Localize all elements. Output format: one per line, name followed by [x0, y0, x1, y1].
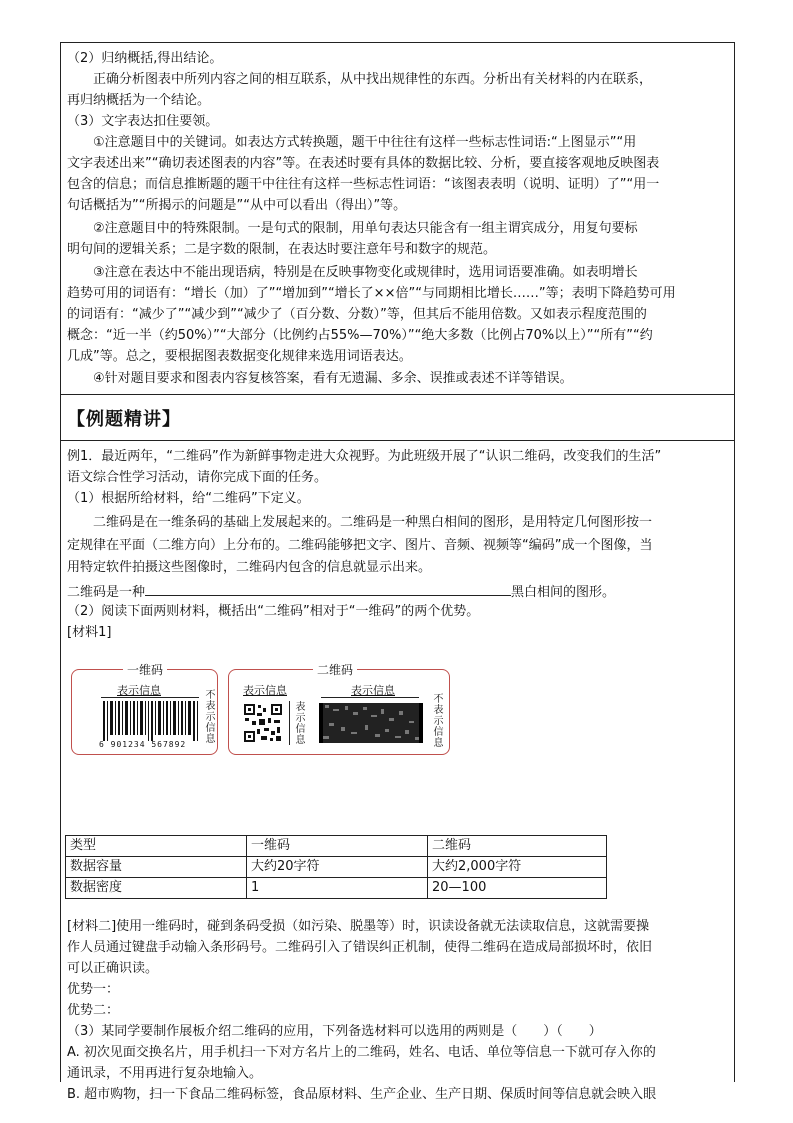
comparison-table: [65, 835, 607, 899]
table-cell: 数据密度: [66, 878, 247, 899]
text-line: 定规律在平面（二维方向）上分布的。二维码能够把文字、图片、音频、视频等“编码”成一个图像，当: [67, 538, 653, 553]
table-header-cell: 类型: [66, 836, 247, 857]
definition-line: [67, 581, 729, 604]
table-header-cell: 二维码: [428, 836, 607, 857]
text-line: 作人员通过键盘手动输入条形码号。二维码引入了错误纠正机制，使得二维码在造成局部损坏时，依旧: [67, 940, 653, 955]
one-d-code-title: 一维码: [123, 661, 167, 678]
worksheet-frame: [60, 42, 735, 1102]
show-info-label: 表示信息: [117, 684, 161, 697]
question-2: （2）阅读下面两则材料，概括出“二维码”相对于“一维码”的两个优势。: [67, 604, 480, 619]
barcode-figure: [71, 661, 461, 761]
heading-section: [61, 395, 734, 441]
text-line: 正确分析图表中所列内容之间的相互联系，从中找出规律性的东西。分析出有关材料的内在联系，: [67, 72, 653, 87]
text-line: ④针对题目要求和图表内容复核答案，看有无遗漏、多余、误推或表述不详等错误。: [67, 371, 573, 386]
show-info-label-qr: 表示信息: [243, 684, 287, 697]
definition-prefix: 二维码是一种: [67, 585, 146, 600]
stacked-barcode-icon: [319, 703, 423, 743]
barcode-digits: 6 901234 567892: [99, 740, 187, 749]
show-info-label-pdf417: 表示信息: [351, 684, 395, 697]
text-line: 文字表述出来”“确切表述图表的内容”等。在表述时要有具体的数据比较、分析，要直接客观地反映图表: [67, 156, 660, 171]
height-arrow: [289, 701, 290, 745]
text-line: 明句间的逻辑关系；二是字数的限制，在表达时要注意年号和数字的规范。: [67, 242, 497, 257]
table-cell: 20—100: [428, 878, 607, 899]
text-line: 概念：“近一半（约50%）”“大部分（比例约占55%—70%）”“绝大多数（比例占70%以上）”“所有”“约: [67, 328, 653, 343]
advantage-1-label: 优势一：: [67, 982, 120, 997]
table-header-cell: 一维码: [247, 836, 428, 857]
table-row: [66, 857, 607, 878]
text-line: 语文综合性学习活动，请你完成下面的任务。: [67, 470, 328, 485]
show-info-vertical-label: 表示信息: [293, 701, 304, 745]
material-1-label: [材料1]: [67, 625, 112, 640]
width-arrow: [321, 697, 419, 698]
not-show-info-label-2d: 不表示信息: [431, 693, 442, 748]
text-line: （2）归纳概括,得出结论。: [67, 51, 223, 66]
table-row: [66, 836, 607, 857]
text-line: ②注意题目中的特殊限制。一是句式的限制，用单句表达只能含有一组主谓宾成分，用复句要标: [67, 221, 638, 236]
text-line: （3）文字表达扣住要领。: [67, 114, 219, 129]
width-arrow: [101, 697, 199, 698]
section-heading: 【例题精讲】: [67, 409, 181, 430]
text-line: 用特定软件拍摄这些图像时，二维码内包含的信息就显示出来。: [67, 560, 432, 575]
example-section: [61, 441, 734, 1102]
question-1: （1）根据所给材料，给“二维码”下定义。: [67, 491, 310, 506]
option-a-cont: 通讯录，不用再进行复杂地输入。: [67, 1066, 263, 1081]
text-line: 包含的信息；而信息推断题的题干中往往有这样一些标志性词语：“该图表表明（说明、证明）了”“用一: [67, 177, 660, 192]
answer-blank[interactable]: [145, 581, 511, 596]
text-line: 二维码是在一维条码的基础上发展起来的。二维码是一种黑白相间的图形，是用特定几何图形按一: [67, 515, 653, 530]
definition-suffix: 黑白相间的图形。: [511, 585, 616, 600]
text-line: 几成”等。总之，要根据图表数据变化规律来选用词语表达。: [67, 349, 412, 364]
not-show-info-label: 不表示信息: [203, 689, 214, 744]
text-line: ③注意在表达中不能出现语病，特别是在反映事物变化或规律时，选用词语要准确。如表明增长: [67, 265, 638, 280]
option-a: A. 初次见面交换名片，用手机扫一下对方名片上的二维码，姓名、电话、单位等信息一下就可存入你的: [67, 1045, 656, 1060]
text-line: 趋势可用的词语有：“增长（加）了”“增加到”“增长了××倍”“与同期相比增长……”等；表明下降趋势可用: [67, 286, 676, 301]
table-cell: 1: [247, 878, 428, 899]
two-d-code-title: 二维码: [313, 661, 357, 678]
option-b: B. 超市购物，扫一下食品二维码标签，食品原材料、生产企业、生产日期、保质时间等信息就会映入眼: [67, 1087, 657, 1102]
table-cell: 大约20字符: [247, 857, 428, 878]
question-3: （3）某同学要制作展板介绍二维码的应用，下列备选材料可以选用的两则是（ ）（ ）: [67, 1024, 602, 1039]
advantage-2-label: 优势二：: [67, 1003, 120, 1018]
linear-barcode-icon: [103, 701, 199, 741]
text-line: [材料二]使用一维码时，碰到条码受损（如污染、脱墨等）时，识读设备就无法读取信息，这就需要操: [67, 919, 650, 934]
text-line: 再归纳概括为一个结论。: [67, 93, 211, 108]
text-line: 例1．最近两年，“二维码”作为新鲜事物走进大众视野。为此班级开展了“认识二维码，改变我们的生活”: [67, 449, 662, 464]
text-line: 的词语有：“减少了”“减少到”“减少了（百分数、分数）”等，但其后不能用倍数。又如表示程度范围的: [67, 307, 647, 322]
method-section: [61, 43, 734, 395]
table-cell: 大约2,000字符: [428, 857, 607, 878]
text-line: 句话概括为”“所揭示的问题是”“从中可以看出（得出）”等。: [67, 198, 407, 213]
text-line: ①注意题目中的关键词。如表达方式转换题，题干中往往有这样一些标志性词语:“上图显示”“用: [67, 135, 637, 150]
table-row: [66, 878, 607, 899]
text-line: 可以正确识读。: [67, 961, 159, 976]
qr-code-icon: [243, 703, 283, 743]
table-cell: 数据容量: [66, 857, 247, 878]
